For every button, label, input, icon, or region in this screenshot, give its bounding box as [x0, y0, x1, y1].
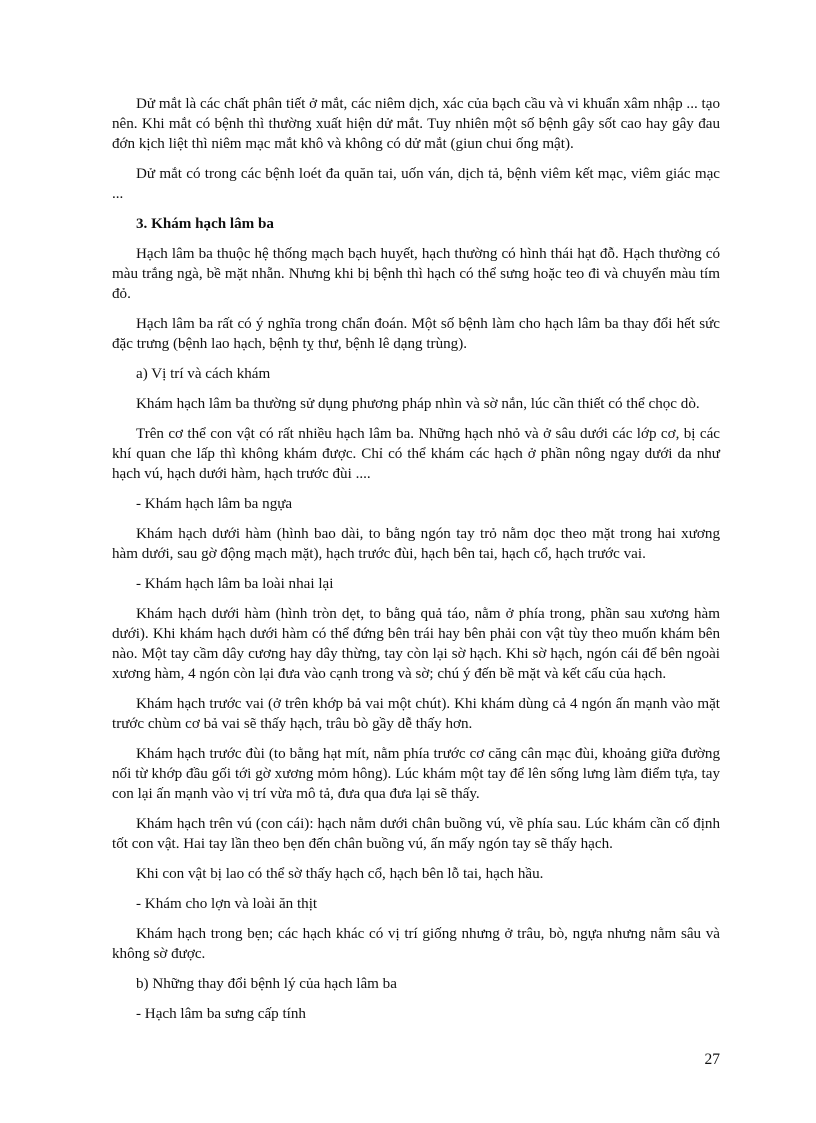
- paragraph-lymph-node-description: Hạch lâm ba thuộc hệ thống mạch bạch huyết, hạch thường có hình thái hạt đỗ. Hạch thường có màu trắng ngà, bề mặt nhẵn. Nhưng khi bị bệnh thì hạch có thể sưng hoặc teo đi và chuyển màu tím đỏ.: [112, 246, 720, 302]
- subheading-ruminant-exam: - Khám hạch lâm ba loài nhai lại: [136, 576, 334, 592]
- paragraph-horse-exam: Khám hạch dưới hàm (hình bao dài, to bằng ngón tay trỏ nằm dọc theo mặt trong hai xương hàm dưới, sau gờ động mạch mặt), hạch trước đùi, hạch bên tai, hạch cổ, hạch trước vai.: [112, 526, 720, 562]
- subheading-pig-carnivore-exam: - Khám cho lợn và loài ăn thịt: [136, 896, 318, 912]
- paragraph-submandibular-exam: Khám hạch dưới hàm (hình tròn dẹt, to bằng quả táo, nằm ở phía trong, phần sau xương hàm dưới). Khi khám hạch dưới hàm có thể đứng bên trái hay bên phải con vật tùy theo muốn khám bên nào. Một tay cầm dây cương hay dây thừng, tay còn lại sờ hạch. Khi sờ hạch, ngón cái để bên ngoài xương hàm, 4 ngón còn lại đưa vào cạnh trong và sờ; chú ý đến bề mặt và kết cấu của hạch.: [112, 606, 720, 682]
- page-body: [112, 94, 720, 1034]
- paragraph-prefemoral-exam: Khám hạch trước đùi (to bằng hạt mít, nằm phía trước cơ căng cân mạc đùi, khoảng giữa đường nối từ khớp đầu gối tới gờ xương mỏm hông). Lúc khám một tay để lên sống lưng làm điểm tựa, tay con lại ấn mạnh vào vị trí vừa mô tả, đưa qua đưa lại sẽ thấy.: [112, 746, 720, 802]
- subheading-horse-exam: - Khám hạch lâm ba ngựa: [136, 496, 293, 512]
- subheading-acute-swelling: - Hạch lâm ba sưng cấp tính: [136, 1006, 306, 1022]
- paragraph-eye-discharge-diseases: Dử mắt có trong các bệnh loét đa quăn tai, uốn ván, dịch tả, bệnh viêm kết mạc, viêm giác mạc ...: [112, 166, 720, 202]
- paragraph-prescapular-exam: Khám hạch trước vai (ở trên khớp bả vai một chút). Khi khám dùng cả 4 ngón ấn mạnh vào mặt trước chùm cơ bả vai sẽ thấy hạch, trâu bò gầy dễ thấy hơn.: [112, 696, 720, 732]
- paragraph-many-lymph-nodes: Trên cơ thể con vật có rất nhiều hạch lâm ba. Những hạch nhỏ và ở sâu dưới các lớp cơ, bị các khí quan che lấp thì không khám được. Chỉ có thể khám các hạch ở phần nông ngay dưới da như hạch vú, hạch dưới hàm, hạch trước đùi ....: [112, 426, 720, 482]
- paragraph-mammary-exam: Khám hạch trên vú (con cái): hạch nằm dưới chân buồng vú, về phía sau. Lúc khám cần cố định tốt con vật. Hai tay lần theo bẹn đến chân buồng vú, ấn mấy ngón tay sẽ thấy hạch.: [112, 816, 720, 852]
- section-heading-lymph-node-exam: 3. Khám hạch lâm ba: [136, 216, 274, 232]
- paragraph-exam-method: Khám hạch lâm ba thường sử dụng phương pháp nhìn và sờ nắn, lúc cần thiết có thể chọc dò.: [136, 396, 700, 412]
- subheading-pathological-changes: b) Những thay đổi bệnh lý của hạch lâm ba: [136, 976, 397, 992]
- paragraph-inguinal-exam: Khám hạch trong bẹn; các hạch khác có vị trí giống nhưng ở trâu, bò, ngựa nhưng nằm sâu và không sờ được.: [112, 926, 720, 962]
- paragraph-eye-discharge-definition: Dử mắt là các chất phân tiết ở mắt, các niêm dịch, xác của bạch cầu và vi khuẩn xâm nhập ... tạo nên. Khi mắt có bệnh thì thường xuất hiện dử mắt. Tuy nhiên một số bệnh gây sốt cao hay gây đau đớn kịch liệt thì niêm mạc mắt khô và không có dử mắt (giun chui ống mật).: [112, 96, 720, 152]
- subheading-position-and-method: a) Vị trí và cách khám: [136, 366, 271, 382]
- paragraph-lymph-node-diagnosis: Hạch lâm ba rất có ý nghĩa trong chẩn đoán. Một số bệnh làm cho hạch lâm ba thay đổi hết sức đặc trưng (bệnh lao hạch, bệnh tỵ thư, bệnh lê dạng trùng).: [112, 316, 720, 352]
- page-number: 27: [704, 1051, 720, 1068]
- paragraph-tuberculosis-nodes: Khi con vật bị lao có thể sờ thấy hạch cổ, hạch bên lỗ tai, hạch hầu.: [136, 866, 544, 882]
